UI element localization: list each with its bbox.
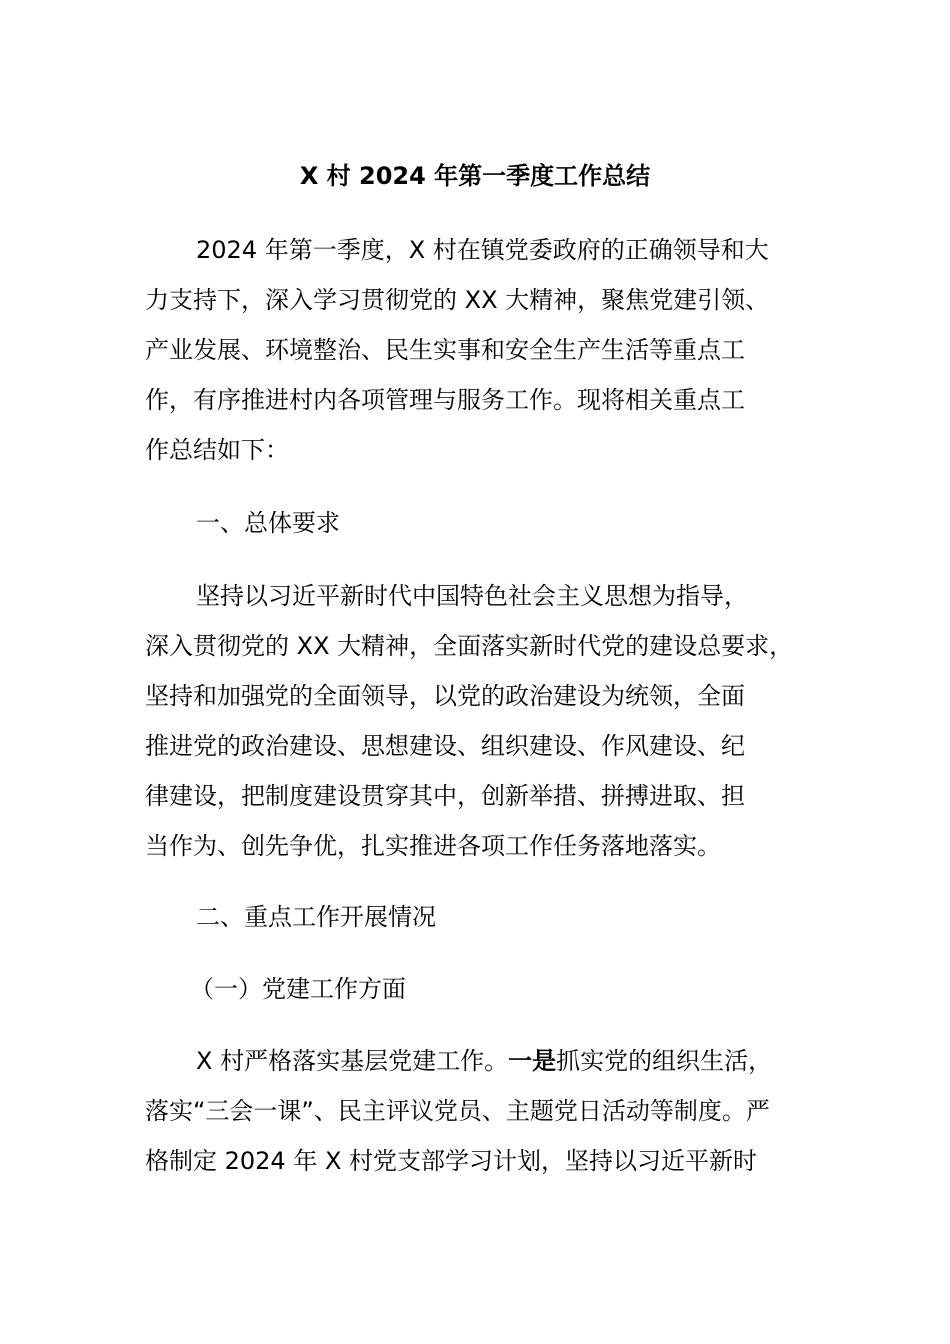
paragraph-2-line-6: 当作为、创先争优，扎实推进各项工作任务落地落实。 [145,832,721,860]
paragraph-2-line-2: 深入贯彻党的 XX 大精神，全面落实新时代党的建设总要求， [145,632,794,660]
paragraph-3-line-3: 格制定 2024 年 X 村党支部学习计划，坚持以习近平新时 [145,1147,758,1175]
subsection-heading-2-1: （一）党建工作方面 [190,975,406,1003]
paragraph-1-line-3: 产业发展、环境整治、民生实事和安全生产生活等重点工 [145,336,745,364]
paragraph-2-line-4: 推进党的政治建设、思想建设、组织建设、作风建设、纪 [145,732,745,760]
paragraph-1-line-1: 2024 年第一季度，X 村在镇党委政府的正确领导和大 [196,236,769,264]
paragraph-2-line-1: 坚持以习近平新时代中国特色社会主义思想为指导， [196,582,748,610]
paragraph-3-line-1-prefix: X 村严格落实基层党建工作。 [196,1047,509,1075]
paragraph-3-line-2: 落实“三会一课”、民主评议党员、主题党日活动等制度。严 [145,1097,770,1125]
paragraph-3-line-1 [196,1043,772,1079]
paragraph-1-line-5: 作总结如下： [145,436,289,464]
document-title: X 村 2024 年第一季度工作总结 [299,162,651,190]
section-heading-2: 二、重点工作开展情况 [196,903,436,931]
paragraph-3-bold-marker: 一是 [508,1047,557,1075]
paragraph-3-line-1-suffix: 抓实党的组织生活， [556,1047,773,1075]
paragraph-2-line-3: 坚持和加强党的全面领导，以党的政治建设为统领，全面 [145,682,745,710]
paragraph-1-line-4: 作，有序推进村内各项管理与服务工作。现将相关重点工 [145,386,745,414]
paragraph-2-line-5: 律建设，把制度建设贯穿其中，创新举措、拼搏进取、担 [145,782,745,810]
section-heading-1: 一、总体要求 [196,509,340,537]
paragraph-1-line-2: 力支持下，深入学习贯彻党的 XX 大精神，聚焦党建引领、 [145,286,770,314]
